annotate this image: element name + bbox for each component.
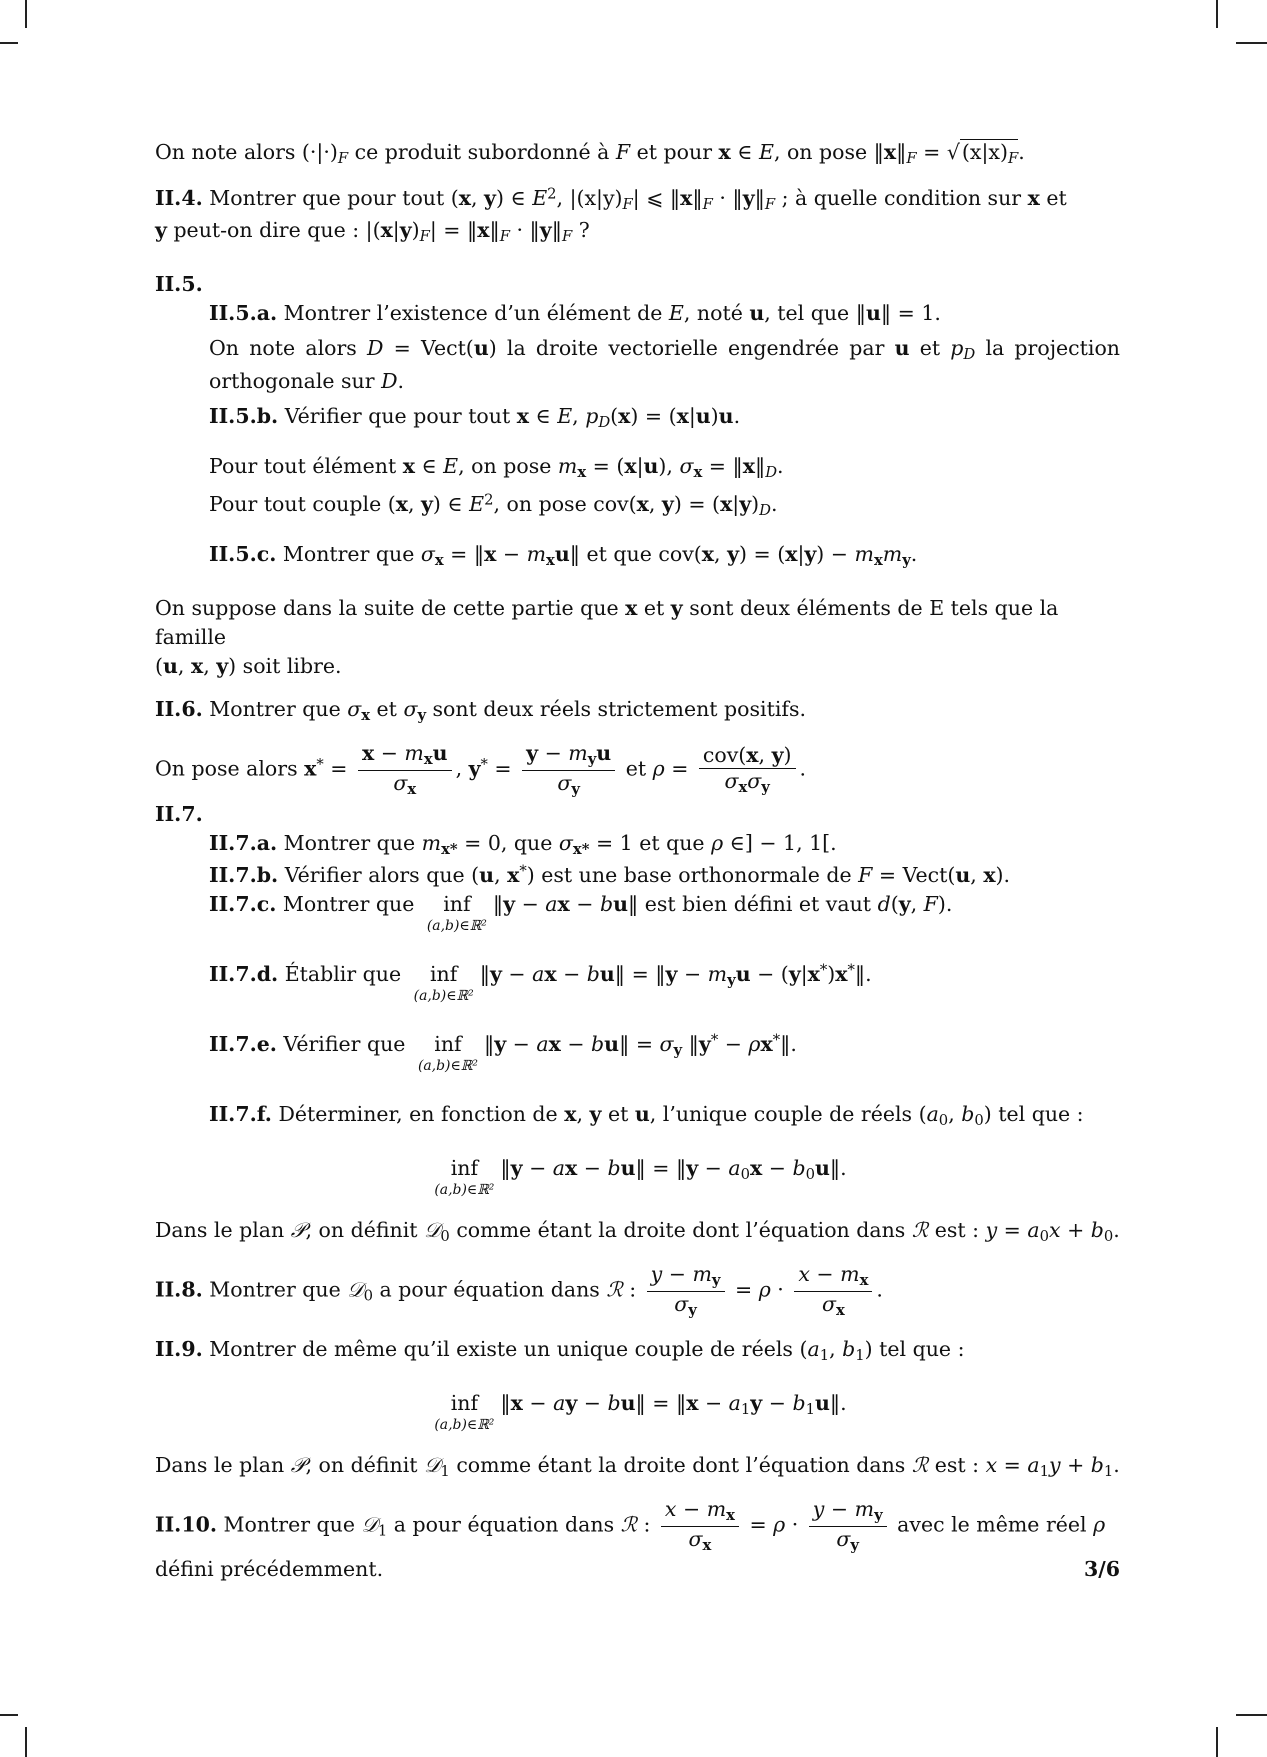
definition-m-sigma: Pour tout élément x ∈ E, on pose $m_x = (x|u)$, $\sigma_x$ = $‖x‖_D$. [209, 453, 784, 481]
crop-mark [25, 0, 27, 28]
infimum: inf (a,b)∈ℝ² [413, 961, 474, 1004]
fraction: $\frac{y - m_y}{\sigma_y}$ [809, 1497, 887, 1555]
question-label: II.5. [155, 272, 203, 297]
paragraph-hypothesis: On suppose dans la suite de cette partie que x et y sont deux éléments de E tels que la famille (u, x, y) soit libre. [155, 595, 1059, 679]
fraction: $\frac{y - m_yu}{\sigma_y}$ [522, 741, 615, 799]
question-label: II.5.c. [209, 541, 277, 566]
question-label: II.9. [155, 1336, 203, 1361]
infimum: inf (a,b)∈ℝ² [434, 1390, 495, 1433]
question-label: II.7.f. [209, 1101, 272, 1126]
question-II-7 [155, 800, 1120, 1199]
question-II-7-b: II.7.b. Vérifier alors que (u, x*) est une base orthonormale de F = Vect(u, x). [209, 862, 1011, 887]
crop-mark [1216, 0, 1218, 28]
question-label: II.5.b. [209, 403, 279, 428]
question-label: II.8. [155, 1277, 203, 1302]
paragraph-inner-product: On note alors $(\cdot|\cdot)_F$ ce produit subordonné à F et pour x ∈ E, on pose $‖x‖_F = √(x|x)_F$. [155, 140, 1025, 168]
text: peut-on dire que : [166, 218, 366, 243]
question-label: II.7.d. [209, 961, 279, 986]
question-label: II.4. [155, 186, 203, 211]
fraction: $\frac{x - m_x}{\sigma_x}$ [661, 1497, 739, 1555]
question-II-5 [155, 270, 1120, 572]
infimum: inf (a,b)∈ℝ² [434, 1155, 495, 1198]
question-II-7-e: II.7.e. Vérifier que inf (a,b)∈ℝ² ‖y − ax − bu‖ = $\sigma_y$ ‖y* − ρx*‖. [209, 1031, 797, 1074]
fraction: $\frac{y - m_y}{\sigma_y}$ [647, 1262, 725, 1320]
question-label: II.5.a. [209, 301, 278, 326]
crop-mark [0, 42, 18, 44]
question-label: II.7.b. [209, 862, 279, 887]
question-label: II.10. [155, 1512, 217, 1537]
page-number: 3/6 [1083, 1557, 1120, 1582]
paragraph-line-D0: Dans le plan 𝒫, on définit 𝒟$_0$ comme étant la droite dont l’équation dans ℛ est : $y = a_0x + b_0$. [155, 1218, 1120, 1246]
text: ? [572, 218, 590, 243]
crop-mark [1236, 42, 1267, 44]
display-equation-a1-b1: inf (a,b)∈ℝ² ‖x − ay − bu‖ = ‖x − $a_1y$ − $b_1u‖$. [434, 1390, 847, 1433]
display-equation-a0-b0: inf (a,b)∈ℝ² ‖y − ax − bu‖ = ‖y − $a_0x$ − $b_0u‖$. [434, 1155, 847, 1198]
question-label: II.7.c. [209, 891, 277, 916]
crop-mark [1216, 1727, 1218, 1757]
question-label: II.7.a. [209, 830, 278, 855]
text: défini précédemment. [155, 1557, 384, 1582]
text: ; à quelle condition sur [775, 186, 1028, 211]
question-II-7-a: II.7.a. Montrer que $m_{x*} = 0$, que $\sigma_{x*} = 1$ et que ρ ∈] − 1, 1[. [209, 830, 837, 858]
question-II-6: II.6. Montrer que $\sigma_x$ et $\sigma_y$ sont deux réels strictement positifs. [155, 697, 806, 725]
question-label: II.7. [155, 801, 203, 826]
text: et pour [630, 140, 719, 164]
question-II-10: II.10. Montrer que 𝒟$_1$ a pour équation dans ℛ : $\frac{x - m_x}{\sigma_x}$ = ρ · $\frac{y - m_y}{\sigma_y}$ avec le même réel ρ [155, 1497, 1106, 1554]
question-II-7-c: II.7.c. Montrer que inf (a,b)∈ℝ² ‖y − ax − bu‖ est bien défini et vaut d(y, F). [209, 891, 953, 934]
definition-cov: Pour tout couple (x, y) ∈ $E^2$, on pose cov(x, $y) = (x|y)_D$. [209, 491, 778, 519]
fraction: $\frac{x - m_x}{\sigma_x}$ [794, 1262, 872, 1320]
text: , on pose [773, 140, 874, 164]
question-label: II.6. [155, 697, 203, 722]
text: On note alors [155, 140, 302, 164]
math: |(x|y) [569, 186, 623, 211]
question-II-8: II.8. Montrer que 𝒟$_0$ a pour équation dans ℛ : $\frac{y - m_y}{\sigma_y}$ = ρ · $\frac{x - m_x}{\sigma_x}$ . [155, 1262, 883, 1320]
fraction: $\frac{x - m_xu}{\sigma_x}$ [358, 741, 452, 799]
question-label: II.7.e. [209, 1031, 277, 1056]
crop-mark [1236, 1714, 1267, 1716]
question-II-5-a: II.5.a. Montrer l’existence d’un élément de E, noté u, tel que ‖u‖ = 1. [209, 301, 941, 326]
paragraph-normalized-definitions: On pose alors x* = $\frac{x - m_xu}{\sigma_x}$ , y* = $\frac{y - m_yu}{\sigma_y}$ et ρ = $\frac{\text{cov(x, y)}}{\sigma_x\sigma_y}$ . [155, 741, 807, 799]
document-page [155, 138, 1120, 1584]
sqrt-body: $(x|x)_F$ [961, 140, 1019, 168]
question-II-7-d: II.7.d. Établir que inf (a,b)∈ℝ² ‖y − ax − bu‖ = ‖y − $m_yu$ − (y|x*)x*‖. [209, 961, 872, 1004]
text: ce produit subordonné à [348, 140, 616, 164]
question-II-4: II.4. Montrer que pour tout (x, y) ∈ $E^2$, $|(x|y)_F|$ ⩽ $‖x‖_F$ · $‖y‖_F$ ; à quelle condition sur x et y peut-on dire que : $|(x|y)_F|$ = $‖x‖_F$ · $‖y‖_F$ ? [155, 185, 1067, 246]
question-II-7-f: II.7.f. Déterminer, en fonction de x, y et u, l’unique couple de réels ($a_0$, $b_0$) tel que : [209, 1101, 1084, 1129]
fraction: $\frac{\text{cov(x, y)}}{\sigma_x\sigma_y}$ [699, 743, 796, 798]
infimum: inf (a,b)∈ℝ² [417, 1031, 478, 1074]
crop-mark [25, 1727, 27, 1757]
crop-mark [0, 1714, 18, 1716]
note-D: On note alors D = Vect(u) la droite vectorielle engendrée par u et $p_D$ la projection orthogonale sur D. [209, 336, 1121, 393]
question-II-9: II.9. Montrer de même qu’il existe un unique couple de réels ($a_1$, $b_1$) tel que : [155, 1336, 965, 1364]
text: et [1039, 186, 1067, 211]
question-II-5-b: II.5.b. Vérifier que pour tout x ∈ E, $p_D(x) = (x|u)u$. [209, 403, 741, 431]
footer [155, 1555, 1120, 1584]
infimum: inf (a,b)∈ℝ² [426, 891, 487, 934]
question-II-5-c: II.5.c. Montrer que $\sigma_x$ = ‖x − $m_xu‖$ et que cov(x, $y) = (x|y) - m_xm_y$. [209, 541, 918, 569]
paragraph-line-D1: Dans le plan 𝒫, on définit 𝒟$_1$ comme étant la droite dont l’équation dans ℛ est : $x = a_1y + b_1$. [155, 1453, 1120, 1481]
text: Montrer que pour tout [202, 186, 451, 211]
math: (·|·) [301, 140, 338, 164]
